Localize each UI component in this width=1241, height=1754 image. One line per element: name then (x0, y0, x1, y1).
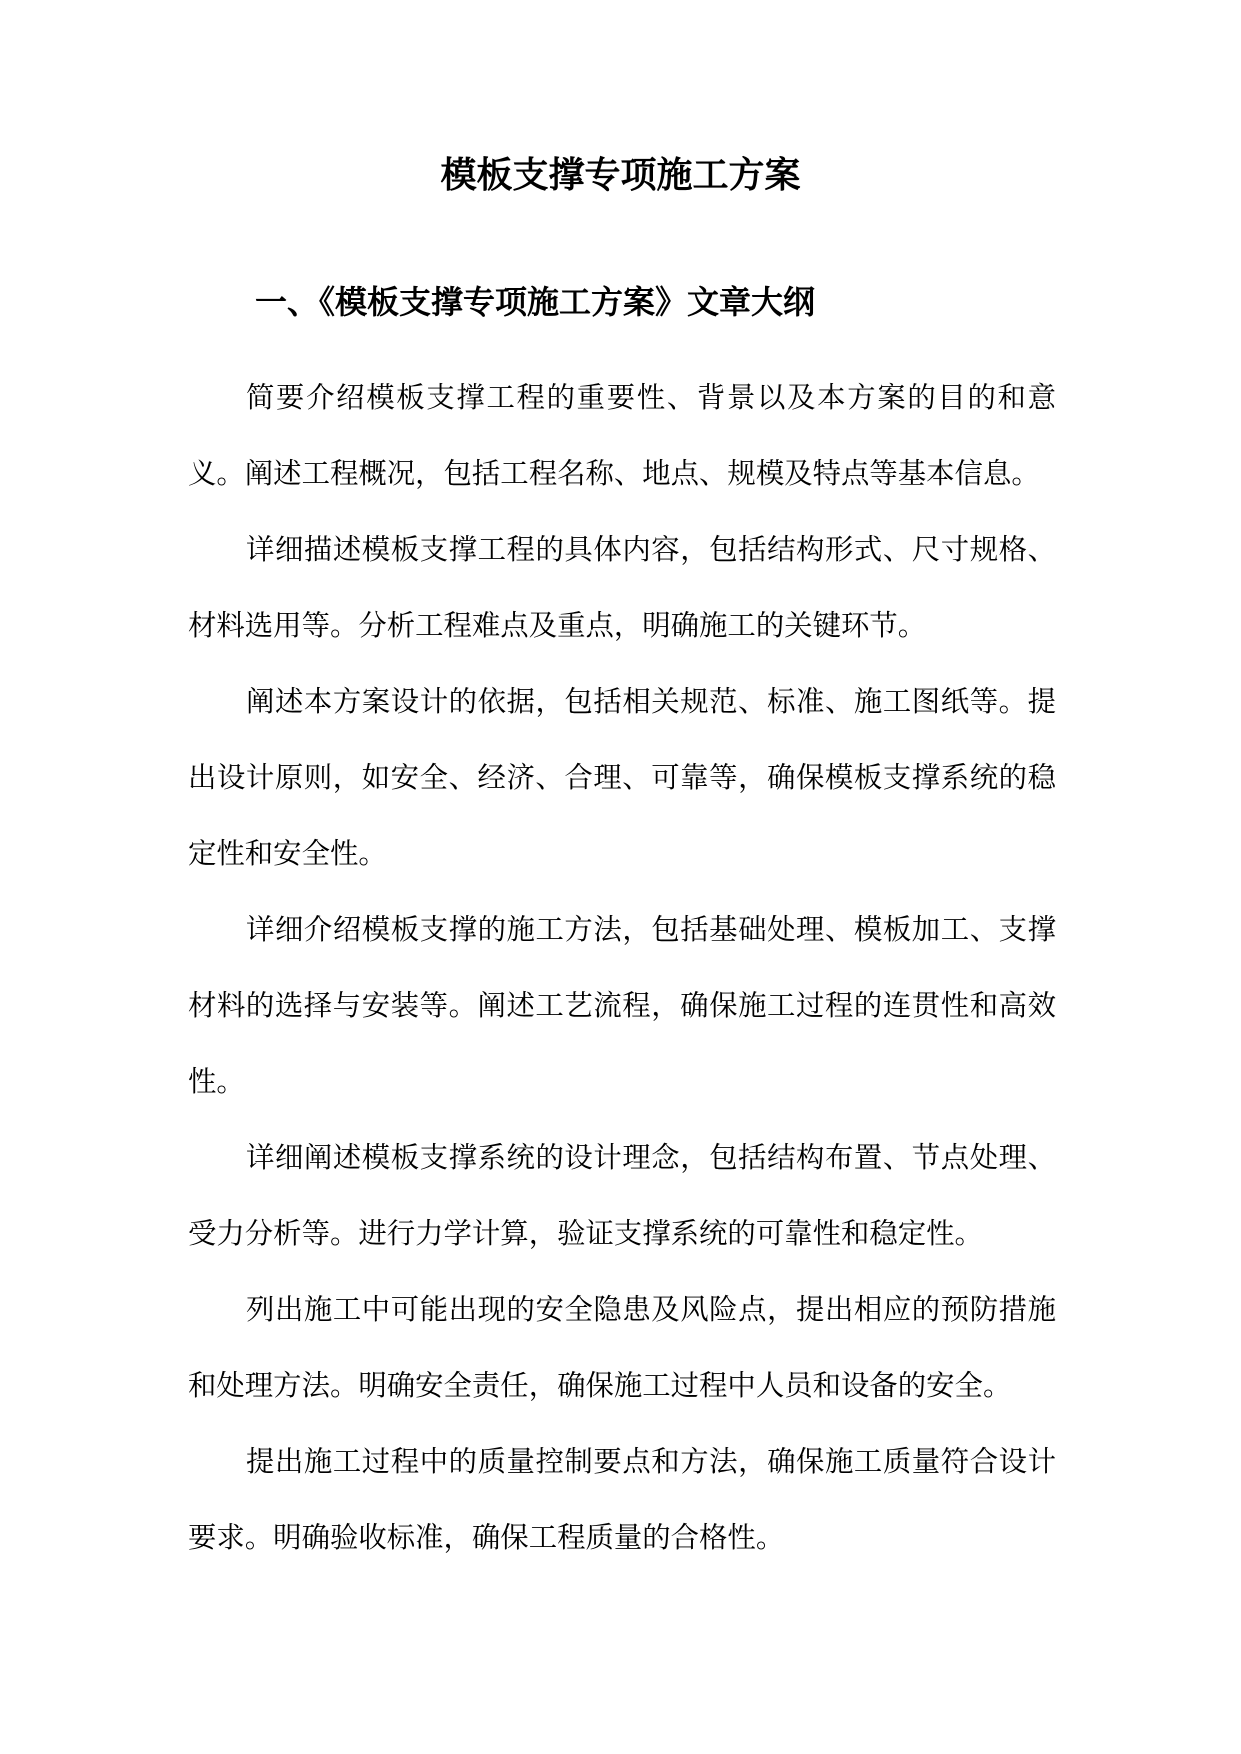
paragraph-construction-method: 详细介绍模板支撑的施工方法，包括基础处理、模板加工、支撑材料的选择与安装等。阐述工艺流程，确保施工过程的连贯性和高效性。 (188, 913, 1056, 1098)
document-title: 模板支撑专项施工方案 (440, 154, 801, 196)
paragraph-system-design: 详细阐述模板支撑系统的设计理念，包括结构布置、节点处理、受力分析等。进行力学计算，验证支撑系统的可靠性和稳定性。 (188, 1141, 1056, 1250)
paragraph-quality-control: 提出施工过程中的质量控制要点和方法，确保施工质量符合设计要求。明确验收标准，确保工程质量的合格性。 (188, 1445, 1056, 1554)
paragraph-design-basis: 阐述本方案设计的依据，包括相关规范、标准、施工图纸等。提出设计原则，如安全、经济、合理、可靠等，确保模板支撑系统的稳定性和安全性。 (188, 685, 1056, 870)
section-heading: 一、《模板支撑专项施工方案》文章大纲 (255, 283, 816, 321)
paragraph-introduction: 简要介绍模板支撑工程的重要性、背景以及本方案的目的和意义。阐述工程概况，包括工程名称、地点、规模及特点等基本信息。 (188, 381, 1056, 490)
document-body (188, 360, 1056, 1576)
paragraph-project-content: 详细描述模板支撑工程的具体内容，包括结构形式、尺寸规格、材料选用等。分析工程难点及重点，明确施工的关键环节。 (188, 533, 1056, 642)
paragraph-safety-measures: 列出施工中可能出现的安全隐患及风险点，提出相应的预防措施和处理方法。明确安全责任，确保施工过程中人员和设备的安全。 (188, 1293, 1056, 1402)
